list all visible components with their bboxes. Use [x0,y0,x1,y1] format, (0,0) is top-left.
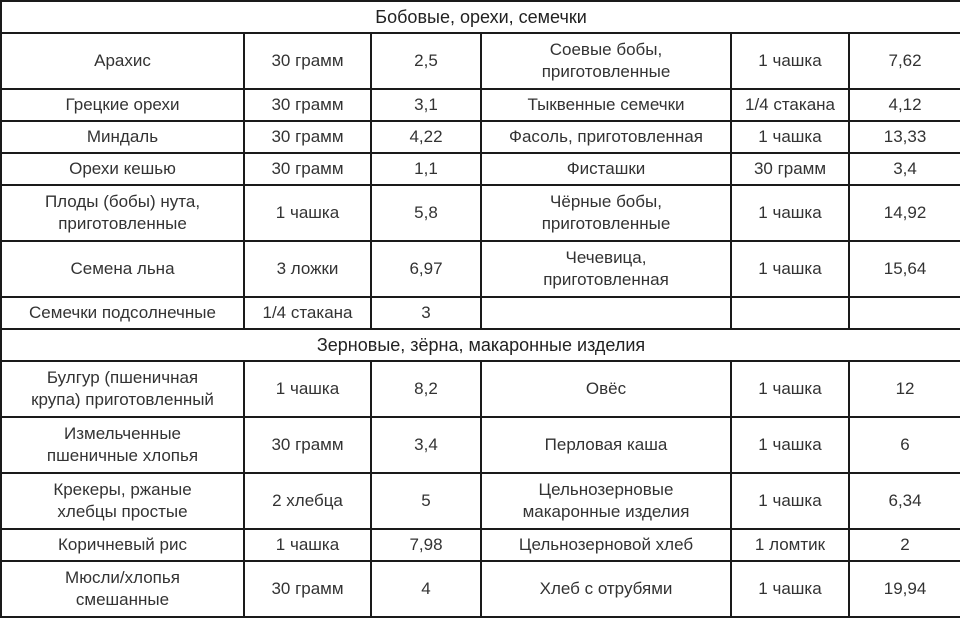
cell-text: 5,8 [414,203,438,222]
cell-text: 2 [900,535,910,554]
cell-text: 2 хлебца [272,491,343,510]
cell-text: 30 грамм [753,159,827,178]
portion [244,241,371,297]
cell-text: Семена льна [70,259,175,278]
portion [244,89,371,121]
value [849,561,960,617]
product-name [1,121,244,153]
cell-text: приготовленные [58,214,187,233]
product-name [1,297,244,329]
cell-text: 1/4 стакана [262,303,353,322]
portion [731,361,849,417]
value [371,561,481,617]
cell-text: Булгур (пшеничная [46,368,199,387]
cell-text: 30 грамм [271,579,344,598]
cell-text: Хлеб с отрубями [539,579,673,598]
product-name [1,417,244,473]
value [371,473,481,529]
cell-text: 1,1 [414,159,438,178]
cell-text: 3,1 [414,95,438,114]
product-name [481,473,731,529]
table-row [1,297,960,329]
value [371,153,481,185]
product-name [481,33,731,89]
product-name [1,33,244,89]
portion [731,529,849,561]
product-name [481,241,731,297]
cell-text: 4 [421,579,431,598]
portion [244,529,371,561]
cell-text: Орехи кешью [69,159,176,178]
value [371,185,481,241]
cell-text: Цельнозерновые [538,480,674,499]
value [371,89,481,121]
cell-text: 7,62 [888,51,922,70]
product-name [1,561,244,617]
portion [731,153,849,185]
product-name [1,89,244,121]
cell-text: 1 чашка [758,579,822,598]
cell-text: 19,94 [883,579,927,598]
section-header-row [1,1,960,33]
product-name [481,297,731,329]
cell-text: Тыквенные семечки [527,95,685,114]
table-row [1,121,960,153]
cell-text: 1 ломтик [754,535,826,554]
cell-text: 3 [421,303,431,322]
cell-text: Плоды (бобы) нута, [44,192,201,211]
cell-text: 30 грамм [271,127,344,146]
value [371,33,481,89]
cell-text: 3 ложки [276,259,339,278]
cell-text: 1 чашка [758,51,822,70]
portion [731,33,849,89]
cell-text: 12 [895,379,915,398]
table-row [1,33,960,89]
value [849,297,960,329]
cell-text: 13,33 [883,127,927,146]
product-name [1,529,244,561]
cell-text: Измельченные [64,424,181,443]
cell-text: приготовленные [541,62,671,81]
section-title: Зерновые, зёрна, макаронные изделия [1,329,960,361]
cell-text: 1 чашка [275,535,340,554]
cell-text: приготовленная [543,270,669,289]
product-name [481,417,731,473]
cell-text: Крекеры, ржаные [53,480,192,499]
cell-text: Цельнозерновой хлеб [518,535,694,554]
cell-text: Арахис [94,51,151,70]
cell-text: Семечки подсолнечные [29,303,216,322]
value [849,89,960,121]
product-name [1,361,244,417]
table-row [1,473,960,529]
portion [244,33,371,89]
portion [244,121,371,153]
section-title: Бобовые, орехи, семечки [1,1,960,33]
cell-text: 1 чашка [758,127,822,146]
table-row [1,185,960,241]
table-row [1,361,960,417]
cell-text: 1 чашка [758,259,822,278]
cell-text: 6 [900,435,910,454]
portion [731,561,849,617]
portion [731,185,849,241]
value [371,417,481,473]
cell-text: Грецкие орехи [65,95,180,114]
cell-text: Чечевица, [565,248,647,267]
value [849,529,960,561]
product-name [1,185,244,241]
cell-text: 7,98 [409,535,443,554]
cell-text: Чёрные бобы, [550,192,662,211]
value [371,121,481,153]
table-row [1,89,960,121]
value [849,361,960,417]
product-name [481,529,731,561]
cell-text: Соевые бобы, [549,40,663,59]
portion [244,297,371,329]
cell-text: 6,97 [409,259,443,278]
cell-text: 30 грамм [271,435,344,454]
value [371,529,481,561]
table-row [1,417,960,473]
cell-text: Фисташки [566,159,646,178]
cell-text: макаронные изделия [522,502,690,521]
product-name [1,241,244,297]
cell-text: 1 чашка [275,203,340,222]
value [371,297,481,329]
value [849,417,960,473]
value [849,121,960,153]
table-row [1,241,960,297]
value [849,241,960,297]
cell-text: 1 чашка [758,491,822,510]
product-name [481,185,731,241]
portion [731,473,849,529]
cell-text: хлебцы простые [57,502,188,521]
portion [731,121,849,153]
product-name [481,121,731,153]
cell-text: 4,12 [888,95,922,114]
portion [244,185,371,241]
cell-text: смешанные [75,590,170,609]
product-name [481,89,731,121]
portion [731,417,849,473]
portion [244,417,371,473]
cell-text: 3,4 [414,435,438,454]
table-row [1,529,960,561]
product-name [481,561,731,617]
cell-text: 4,22 [409,127,443,146]
product-name [1,153,244,185]
value [849,153,960,185]
cell-text: 1 чашка [758,203,822,222]
portion [731,89,849,121]
cell-text: 3,4 [893,159,917,178]
portion [244,561,371,617]
cell-text: 15,64 [883,259,927,278]
cell-text: 2,5 [414,51,438,70]
product-name [1,473,244,529]
cell-text: приготовленные [541,214,671,233]
cell-text: Овёс [585,379,627,398]
value [849,33,960,89]
cell-text: Фасоль, приготовленная [509,127,703,146]
cell-text: 6,34 [888,491,922,510]
value [371,241,481,297]
portion [731,241,849,297]
value [371,361,481,417]
cell-text: 30 грамм [271,159,344,178]
cell-text: Мюсли/хлопья [65,568,180,587]
portion [731,297,849,329]
portion [244,153,371,185]
product-name [481,361,731,417]
value [849,473,960,529]
table-row [1,153,960,185]
cell-text: крупа) приготовленный [31,390,214,409]
section-header-row [1,329,960,361]
cell-text: 1 чашка [758,379,822,398]
cell-text: 1 чашка [758,435,822,454]
cell-text: 30 грамм [271,95,344,114]
cell-text: 8,2 [414,379,438,398]
cell-text: 5 [421,491,431,510]
cell-text: 1/4 стакана [744,95,835,114]
product-name [481,153,731,185]
portion [244,361,371,417]
cell-text: Миндаль [86,127,159,146]
portion [244,473,371,529]
table-row [1,561,960,617]
cell-text: Коричневый рис [58,535,187,554]
value [849,185,960,241]
cell-text: 14,92 [883,203,927,222]
cell-text: 30 грамм [271,51,344,70]
cell-text: Перловая каша [544,435,668,454]
cell-text: 1 чашка [275,379,340,398]
cell-text: пшеничные хлопья [46,446,199,465]
